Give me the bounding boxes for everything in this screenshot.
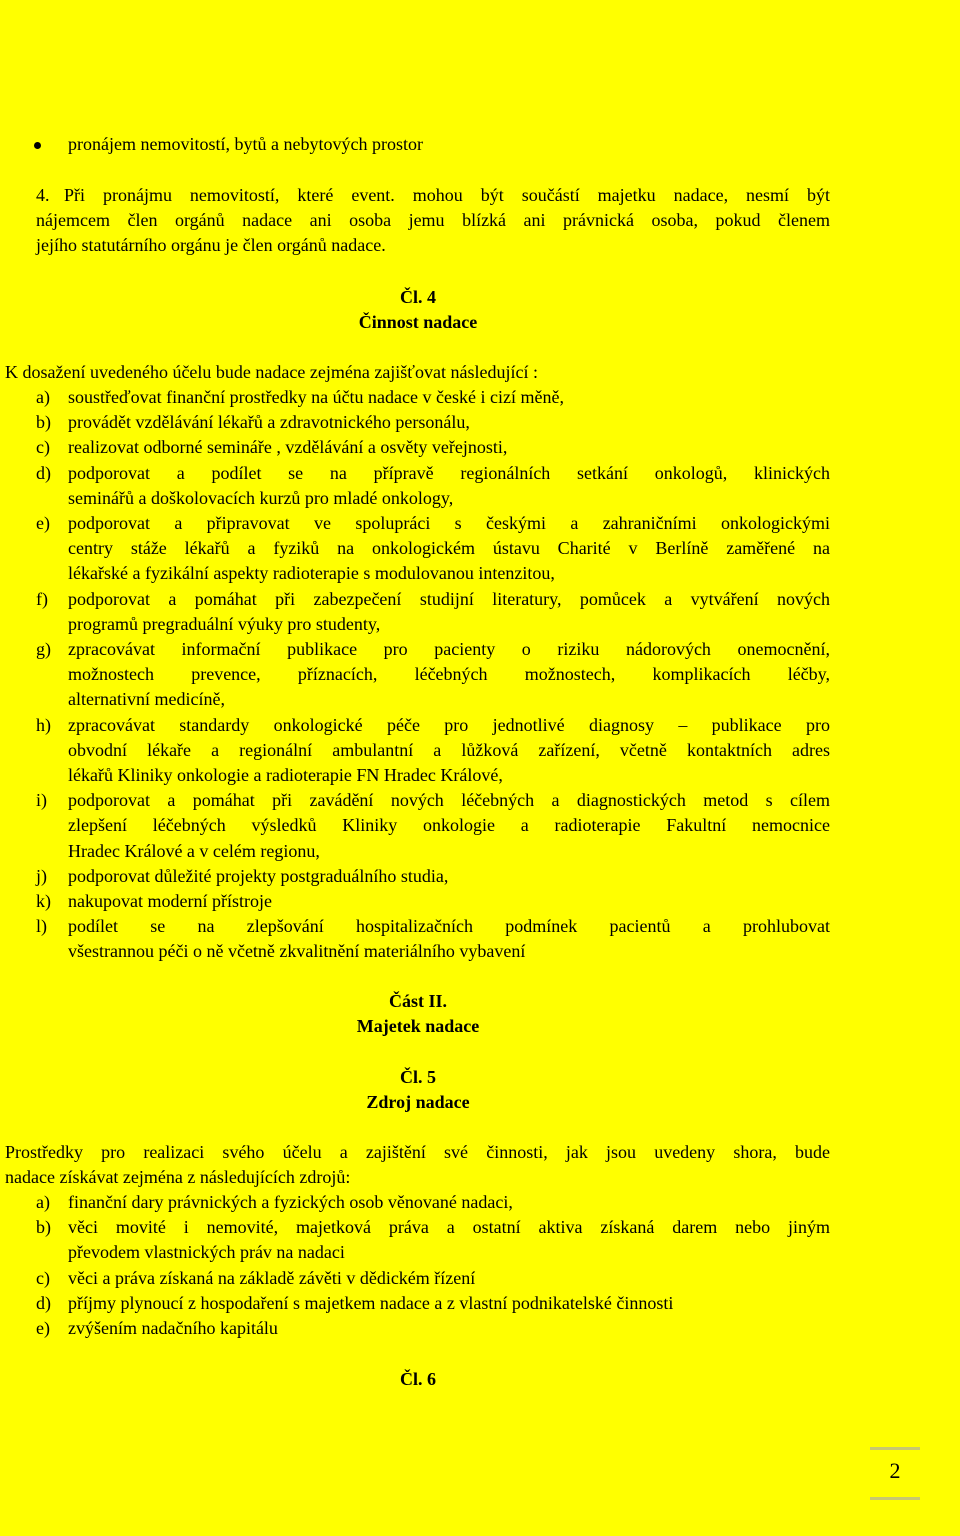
- para4-line-1: Při pronájmu nemovitostí, které event. mohou být součástí majetku nadace, nesmí být: [64, 185, 830, 205]
- activity-item-line: podporovat a pomáhat při zavádění nových léčebných a diagnostických metod s cílem: [68, 790, 830, 811]
- source-item-line: věci movité i nemovité, majetková práva a ostatní aktiva získaná darem nebo jiným: [68, 1217, 830, 1238]
- activity-item-label: f): [36, 588, 48, 609]
- activity-item-line: podporovat a pomáhat při zabezpečení studijní literatury, pomůcek a vytváření nových: [68, 588, 830, 609]
- activity-item-label: c): [36, 437, 50, 458]
- part2-title: Majetek nadace: [356, 1016, 480, 1036]
- activity-item-label: d): [36, 462, 51, 483]
- activity-item-line: seminářů a doškolovacích kurzů pro mladé onkology,: [68, 487, 454, 508]
- source-item-label: c): [36, 1267, 50, 1288]
- source-item-line: finanční dary právnických a fyzických osob věnované nadaci,: [68, 1192, 513, 1212]
- activity-item-line: provádět vzdělávání lékařů a zdravotnického personálu,: [68, 412, 470, 433]
- activity-item-line: nakupovat moderní přístroje: [68, 891, 272, 911]
- activity-item-line: podporovat a podílet se na přípravě regionálních setkání onkologů, klinických: [68, 462, 830, 483]
- activity-item-line: alternativní medicíně,: [68, 689, 225, 710]
- source-item-label: b): [36, 1217, 51, 1238]
- source-item-line: věci a práva získaná na základě závěti v dědickém řízení: [68, 1267, 476, 1288]
- para4-number: 4.: [36, 185, 50, 205]
- activity-item-line: podílet se na zlepšování hospitalizačních podmínek pacientů a prohlubovat: [68, 916, 830, 937]
- source-item-line: zvýšením nadačního kapitálu: [68, 1318, 278, 1338]
- cl4-heading: Čl. 4: [400, 287, 436, 307]
- activity-item-line: všestrannou péči o ně včetně zkvalitnění materiálního vybavení: [68, 941, 526, 962]
- sources-intro-line-2: nadace získávat zejména z následujících zdrojů:: [5, 1167, 351, 1187]
- activity-item-line: zlepšení léčebných výsledků Kliniky onkologie a radioterapie Fakultní nemocnice: [68, 815, 830, 836]
- para4-line-2: nájemcem člen orgánů nadace ani osoba jemu blízká ani právnická osoba, pokud členem: [36, 210, 830, 230]
- activity-item-label: h): [36, 714, 51, 735]
- activity-item-line: centry stáže lékařů a fyziků na onkologickém ústavu Charité v Berlíně zaměřené na: [68, 538, 830, 559]
- cl5-heading: Čl. 5: [400, 1067, 436, 1087]
- activity-item-label: i): [36, 790, 47, 811]
- activity-item-line: zpracovávat informační publikace pro pacienty o riziku nádorových onemocnění,: [68, 639, 830, 659]
- activity-item-label: e): [36, 513, 50, 533]
- activity-item-line: soustřeďovat finanční prostředky na účtu nadace v české i cizí měně,: [68, 387, 564, 407]
- activity-item-line: podporovat a připravovat ve spolupráci s českými a zahraničními onkologickými: [68, 513, 830, 533]
- cl4-title: Činnost nadace: [358, 312, 478, 332]
- source-item-line: příjmy plynoucí z hospodaření s majetkem nadace a z vlastní podnikatelské činnosti: [68, 1292, 674, 1313]
- activity-intro: K dosažení uvedeného účelu bude nadace zejména zajišťovat následující :: [5, 362, 538, 382]
- activity-item-label: l): [36, 916, 47, 937]
- source-item-line: převodem vlastnických práv na nadaci: [68, 1242, 345, 1263]
- source-item-label: e): [36, 1318, 50, 1338]
- activity-item-line: Hradec Králové a v celém regionu,: [68, 840, 320, 861]
- activity-item-line: možnostech prevence, příznacích, léčebných možnostech, komplikacích léčby,: [68, 664, 830, 685]
- activity-item-line: podporovat důležité projekty postgraduálního studia,: [68, 865, 449, 886]
- activity-item-label: b): [36, 412, 51, 433]
- activity-item-line: zpracovávat standardy onkologické péče pro jednotlivé diagnosy – publikace pro: [68, 714, 830, 735]
- page-number: 2: [870, 1447, 920, 1500]
- bullet-item: pronájem nemovitostí, bytů a nebytových prostor: [68, 134, 423, 154]
- bullet-dot-icon: [34, 142, 41, 149]
- sources-intro-line-1: Prostředky pro realizaci svého účelu a zajištění své činnosti, jak jsou uvedeny shora, bude: [5, 1142, 830, 1162]
- activity-item-label: k): [36, 891, 51, 911]
- activity-item-line: lékařské a fyzikální aspekty radioterapie s modulovanou intenzitou,: [68, 563, 555, 584]
- activity-item-line: obvodní lékaře a regionální ambulantní a lůžková zařízení, včetně kontaktních adres: [68, 739, 830, 760]
- activity-item-line: programů pregraduální výuky pro studenty,: [68, 613, 381, 634]
- activity-item-label: g): [36, 639, 51, 659]
- activity-item-label: a): [36, 387, 50, 407]
- cl6-heading: Čl. 6: [400, 1369, 436, 1389]
- part2-heading: Část II.: [388, 991, 447, 1011]
- activity-item-line: realizovat odborné semináře , vzdělávání a osvěty veřejnosti,: [68, 437, 508, 458]
- source-item-label: a): [36, 1192, 50, 1212]
- cl5-title: Zdroj nadace: [366, 1092, 470, 1112]
- activity-item-line: lékařů Kliniky onkologie a radioterapie FN Hradec Králové,: [68, 765, 503, 785]
- para4-line-3: jejího statutárního orgánu je člen orgánů nadace.: [36, 235, 386, 255]
- activity-item-label: j): [36, 865, 47, 886]
- source-item-label: d): [36, 1292, 51, 1313]
